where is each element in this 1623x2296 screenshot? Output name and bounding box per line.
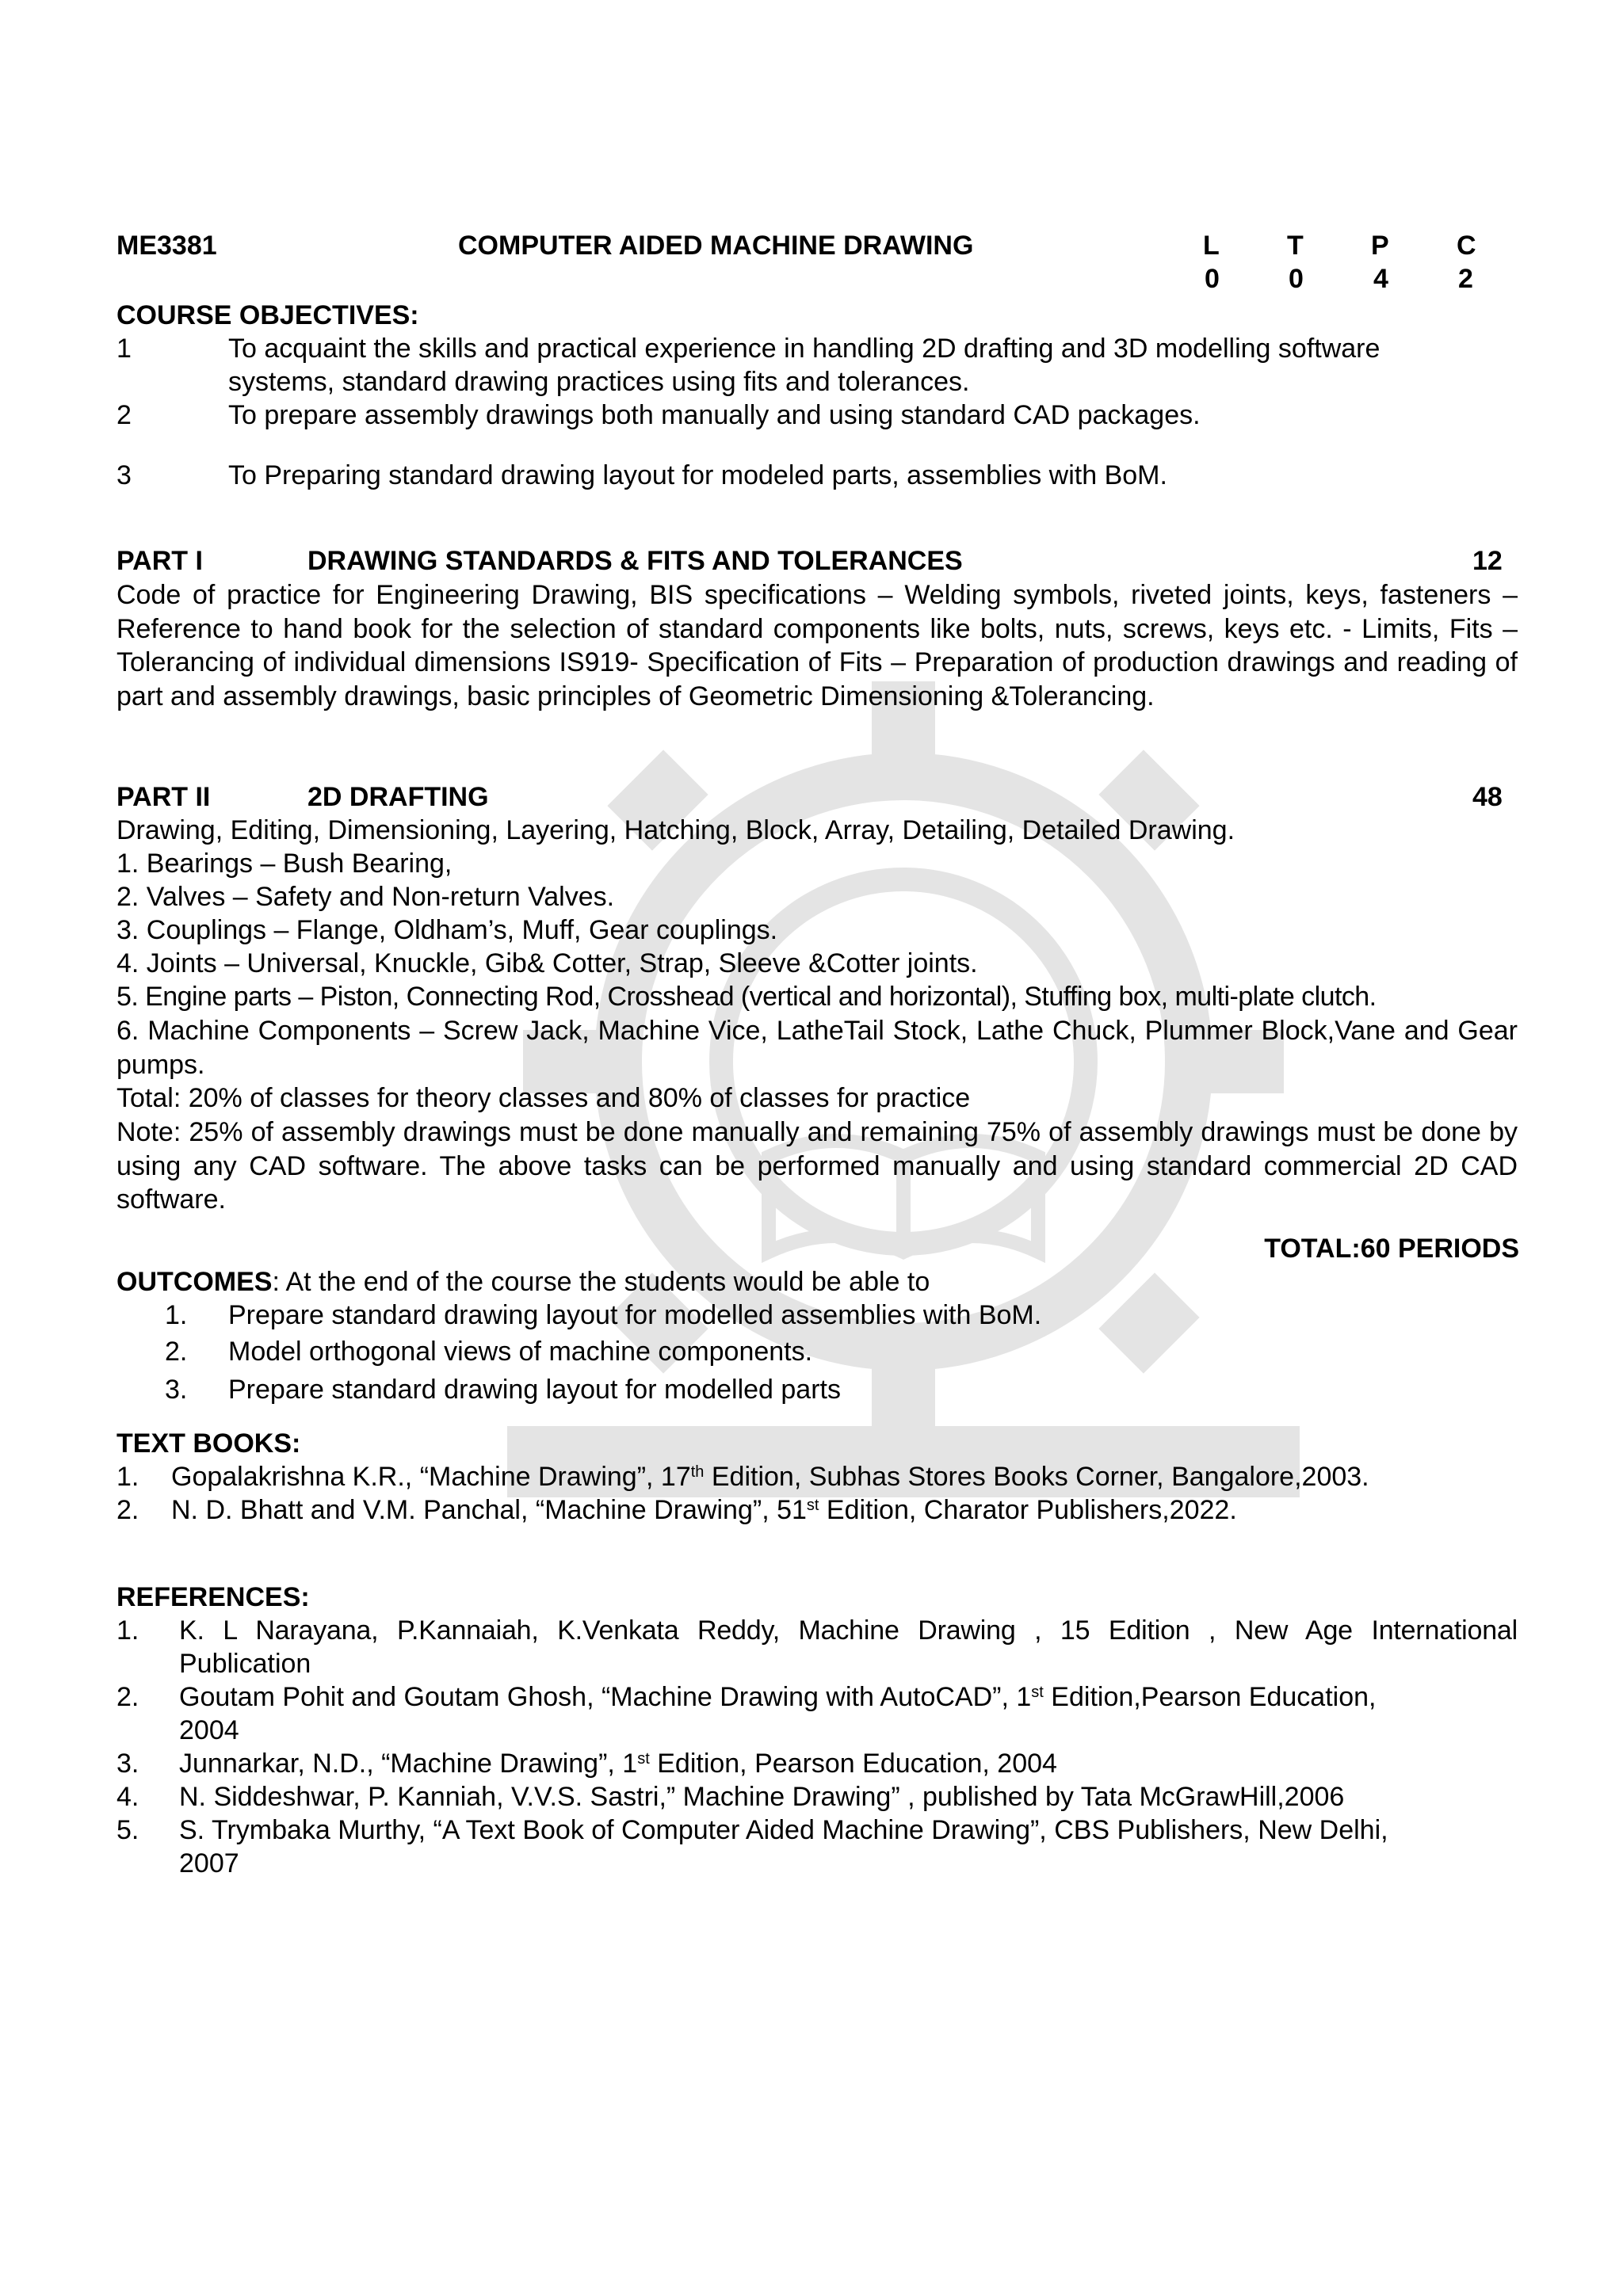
ordinal-suffix: st <box>637 1750 650 1768</box>
part2-hours: 48 <box>1472 782 1503 812</box>
part2-list-item: 3. Couplings – Flange, Oldham’s, Muff, Gear couplings. <box>116 915 778 945</box>
part1-title: DRAWING STANDARDS & FITS AND TOLERANCES <box>307 546 963 576</box>
objective-number: 3 <box>116 460 132 490</box>
reference-number: 2. <box>116 1682 139 1712</box>
objectives-heading: COURSE OBJECTIVES: <box>116 300 419 330</box>
reference-text: K. L Narayana, P.Kannaiah, K.Venkata Reddy, Machine Drawing , 15 Edition , New Age International <box>179 1615 1518 1646</box>
outcomes-intro-line <box>116 1266 930 1298</box>
textbook-text: Edition, Charator Publishers,2022. <box>819 1495 1237 1525</box>
textbooks-heading: TEXT BOOKS: <box>116 1428 301 1459</box>
ltpc-value-t: 0 <box>1289 264 1304 294</box>
ordinal-suffix: th <box>690 1463 705 1481</box>
objective-text: To acquaint the skills and practical experience in handling 2D drafting and 3D modelling software <box>228 334 1381 364</box>
outcome-number: 1. <box>165 1300 188 1330</box>
course-code: ME3381 <box>116 231 217 261</box>
objective-number: 2 <box>116 400 132 430</box>
reference-number: 1. <box>116 1615 139 1646</box>
textbook-text: N. D. Bhatt and V.M. Panchal, “Machine Drawing”, 51 <box>171 1495 807 1525</box>
part2-label: PART II <box>116 782 211 812</box>
objective-text: To prepare assembly drawings both manually and using standard CAD packages. <box>228 400 1201 430</box>
objective-text: To Preparing standard drawing layout for modeled parts, assemblies with BoM. <box>228 460 1167 490</box>
outcomes-heading: OUTCOMES <box>116 1267 273 1297</box>
reference-entry <box>179 1748 1057 1779</box>
reference-text-continued: Publication <box>179 1649 311 1679</box>
part1-label: PART I <box>116 546 203 576</box>
ltpc-value-c: 2 <box>1458 264 1473 294</box>
reference-text-part: Edition, Pearson Education, 2004 <box>649 1749 1057 1779</box>
ltpc-label-p: P <box>1371 231 1389 261</box>
outcome-number: 3. <box>165 1375 188 1405</box>
ltpc-label-l: L <box>1203 231 1220 261</box>
course-title: COMPUTER AIDED MACHINE DRAWING <box>458 231 974 261</box>
ltpc-value-l: 0 <box>1205 264 1220 294</box>
textbook-entry <box>171 1494 1237 1526</box>
part1-body: Code of practice for Engineering Drawing, BIS specifications – Welding symbols, riveted joints, keys, fasteners – Reference to hand book for the selection of standard components like bolts, nuts, screws, keys etc. - Limits, Fits – Tolerancing of individual dimensions IS919- Specification of Fits – Preparation of production drawings and reading of part and assembly drawings, basic principles of Geometric Dimensioning &Tolerancing. <box>116 580 1518 711</box>
total-periods: TOTAL:60 PERIODS <box>1264 1234 1519 1264</box>
part2-list-item: 6. Machine Components – Screw Jack, Machine Vice, LatheTail Stock, Lathe Chuck, Plummer Block,Vane and Gear pumps. <box>116 1016 1518 1080</box>
ordinal-suffix: st <box>1031 1684 1044 1701</box>
reference-entry <box>179 1681 1518 1713</box>
textbook-entry <box>171 1461 1369 1493</box>
outcome-text: Prepare standard drawing layout for modelled assemblies with BoM. <box>228 1300 1042 1330</box>
ltpc-label-c: C <box>1457 231 1476 261</box>
reference-text: N. Siddeshwar, P. Kanniah, V.V.S. Sastri,” Machine Drawing” , published by Tata McGrawHill,2006 <box>179 1782 1345 1812</box>
part2-list-item: 4. Joints – Universal, Knuckle, Gib& Cotter, Strap, Sleeve &Cotter joints. <box>116 948 978 978</box>
reference-text-continued: 2007 <box>179 1848 239 1878</box>
reference-text-continued: 2004 <box>179 1715 239 1745</box>
reference-text-part: Junnarkar, N.D., “Machine Drawing”, 1 <box>179 1749 638 1779</box>
reference-number: 3. <box>116 1749 139 1779</box>
outcome-text: Prepare standard drawing layout for modelled parts <box>228 1375 841 1405</box>
outcomes-intro: : At the end of the course the students would be able to <box>272 1267 930 1297</box>
part2-title: 2D DRAFTING <box>307 782 489 812</box>
reference-text <box>179 1681 1376 1713</box>
part2-total-note: Total: 20% of classes for theory classes and 80% of classes for practice <box>116 1083 971 1113</box>
reference-text-part: Goutam Pohit and Goutam Ghosh, “Machine Drawing with AutoCAD”, 1 <box>179 1682 1032 1712</box>
objective-text-continued: systems, standard drawing practices using fits and tolerances. <box>228 367 970 397</box>
ordinal-suffix: st <box>806 1497 819 1514</box>
textbook-number: 2. <box>116 1495 139 1525</box>
textbook-text: Gopalakrishna K.R., “Machine Drawing”, 17 <box>171 1462 691 1492</box>
part2-list-item: 1. Bearings – Bush Bearing, <box>116 849 453 879</box>
outcome-text: Model orthogonal views of machine components. <box>228 1337 813 1367</box>
part2-note: Note: 25% of assembly drawings must be done manually and remaining 75% of assembly drawings must be done by using any CAD software. The above tasks can be performed manually and using standard commercial 2D CAD software. <box>116 1117 1518 1215</box>
ltpc-label-t: T <box>1287 231 1304 261</box>
part2-list-item: 2. Valves – Safety and Non-return Valves. <box>116 882 615 912</box>
reference-text-part: Edition,Pearson Education, <box>1043 1682 1377 1712</box>
part2-intro: Drawing, Editing, Dimensioning, Layering, Hatching, Block, Array, Detailing, Detailed Drawing. <box>116 815 1235 845</box>
reference-text: S. Trymbaka Murthy, “A Text Book of Computer Aided Machine Drawing”, CBS Publishers, New Delhi, <box>179 1815 1388 1845</box>
ltpc-value-p: 4 <box>1373 264 1388 294</box>
textbook-number: 1. <box>116 1462 139 1492</box>
reference-number: 4. <box>116 1782 139 1812</box>
textbook-text: Edition, Subhas Stores Books Corner, Bangalore,2003. <box>704 1462 1369 1492</box>
reference-number: 5. <box>116 1815 139 1845</box>
outcome-number: 2. <box>165 1337 188 1367</box>
references-heading: REFERENCES: <box>116 1582 310 1612</box>
objective-number: 1 <box>116 334 132 364</box>
part2-list-item: 5. Engine parts – Piston, Connecting Rod, Crosshead (vertical and horizontal), Stuffing box, multi-plate clutch. <box>116 982 1377 1012</box>
part1-hours: 12 <box>1472 546 1503 576</box>
